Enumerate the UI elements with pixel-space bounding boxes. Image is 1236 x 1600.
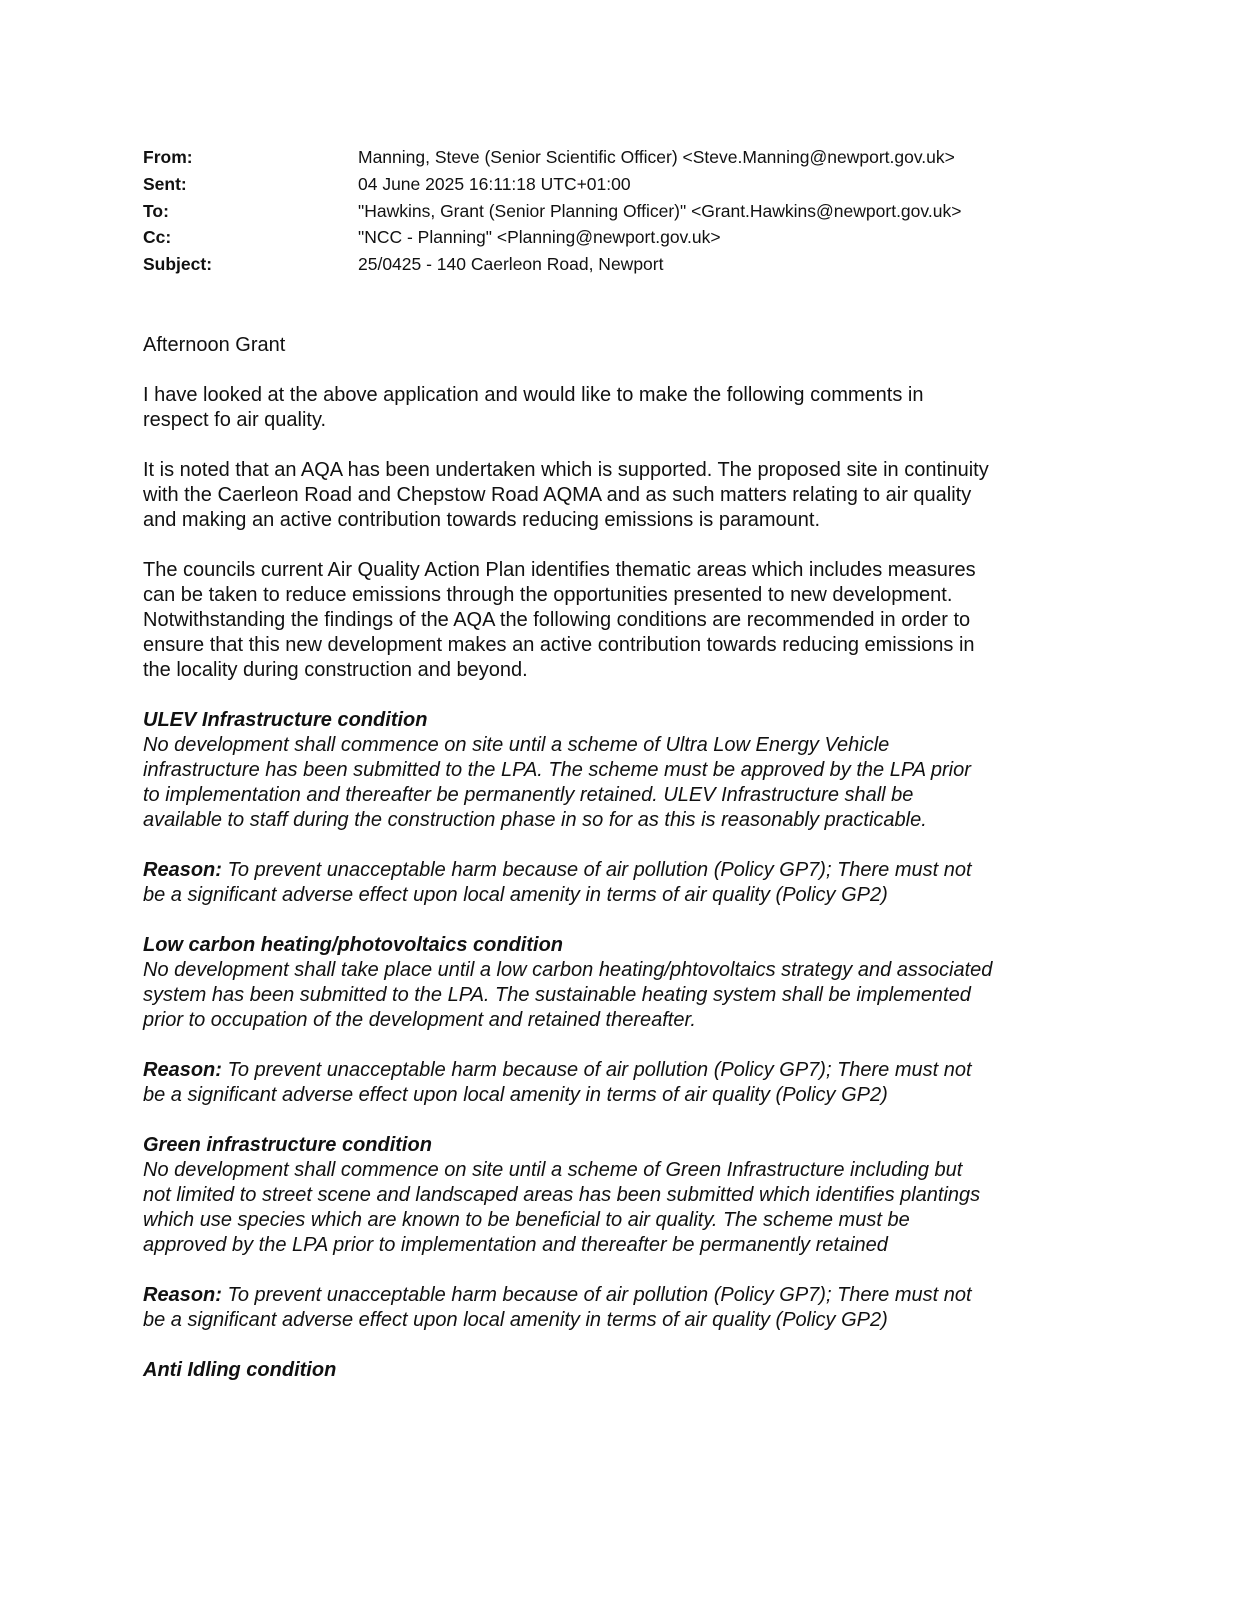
text-line: with the Caerleon Road and Chepstow Road AQMA and as such matters relating to air quality [143, 484, 972, 506]
condition-heading: Low carbon heating/photovoltaics condition [143, 934, 563, 956]
condition-heading: ULEV Infrastructure condition [143, 709, 428, 731]
final-condition [143, 1358, 992, 1383]
text-line: It is noted that an AQA has been undertaken which is supported. The proposed site in continuity [143, 459, 989, 481]
condition-heading: Green infrastructure condition [143, 1134, 432, 1156]
condition-text: which use species which are known to be beneficial to air quality. The scheme must be [143, 1209, 910, 1231]
header-label: Subject: [143, 254, 213, 275]
reason-text: To prevent unacceptable harm because of air pollution (Policy GP7); There must not [221, 859, 972, 881]
email-body [143, 333, 992, 1408]
text-line: respect fo air quality. [143, 409, 327, 431]
header-value: "NCC - Planning" <Planning@newport.gov.uk> [358, 227, 721, 248]
paragraph [143, 383, 992, 433]
text-line: I have looked at the above application and would like to make the following comments in [143, 384, 924, 406]
reason-text: be a significant adverse effect upon local amenity in terms of air quality (Policy GP2) [143, 1309, 888, 1331]
greeting-text: Afternoon Grant [143, 334, 286, 356]
reason-text: be a significant adverse effect upon local amenity in terms of air quality (Policy GP2) [143, 1084, 888, 1106]
condition-text: No development shall take place until a low carbon heating/phtovoltaics strategy and associated [143, 959, 993, 981]
text-line: the locality during construction and beyond. [143, 659, 528, 681]
reason-label: Reason: [143, 1059, 222, 1081]
header-label: Cc: [143, 227, 172, 248]
reason-block [143, 1283, 992, 1333]
text-line: The councils current Air Quality Action Plan identifies thematic areas which includes measures [143, 559, 976, 581]
condition-text: to implementation and thereafter be permanently retained. ULEV Infrastructure shall be [143, 784, 914, 806]
header-value: 04 June 2025 16:11:18 UTC+01:00 [358, 173, 631, 194]
condition-text: system has been submitted to the LPA. The sustainable heating system shall be implemented [143, 984, 971, 1006]
condition-text: approved by the LPA prior to implementation and thereafter be permanently retained [143, 1234, 888, 1256]
header-value: 25/0425 - 140 Caerleon Road, Newport [358, 254, 664, 275]
reason-line [143, 883, 992, 908]
reason-line [143, 1083, 992, 1108]
condition-text: not limited to street scene and landscaped areas has been submitted which identifies plantings [143, 1184, 981, 1206]
reason-text: be a significant adverse effect upon local amenity in terms of air quality (Policy GP2) [143, 884, 888, 906]
reason-block [143, 1058, 992, 1108]
condition-text: available to staff during the construction phase in so for as this is reasonably practicable. [143, 809, 927, 831]
reason-block [143, 858, 992, 908]
paragraph [143, 458, 992, 533]
paragraph [143, 558, 992, 683]
reason-label: Reason: [143, 1284, 222, 1306]
reason-line [143, 1308, 992, 1333]
header-label: Sent: [143, 173, 187, 194]
header-value: "Hawkins, Grant (Senior Planning Officer)" <Grant.Hawkins@newport.gov.uk> [358, 200, 962, 221]
condition-heading: Anti Idling condition [143, 1359, 337, 1381]
text-line: ensure that this new development makes an active contribution towards reducing emissions in [143, 634, 975, 656]
condition-text: prior to occupation of the development and retained thereafter. [143, 1009, 696, 1031]
header-label: To: [143, 200, 169, 221]
reason-line [143, 1058, 992, 1083]
text-line: can be taken to reduce emissions through the opportunities presented to new development. [143, 584, 953, 606]
header-label: From: [143, 147, 193, 167]
condition-block [143, 1133, 992, 1258]
reason-line [143, 858, 992, 883]
reason-label: Reason: [143, 859, 222, 881]
condition-text: infrastructure has been submitted to the LPA. The scheme must be approved by the LPA prior [143, 759, 971, 781]
condition-block [143, 708, 992, 833]
condition-text: No development shall commence on site until a scheme of Green Infrastructure including but [143, 1159, 963, 1181]
reason-line [143, 1283, 992, 1308]
reason-text: To prevent unacceptable harm because of air pollution (Policy GP7); There must not [221, 1284, 972, 1306]
header-value: Manning, Steve (Senior Scientific Officer) <Steve.Manning@newport.gov.uk> [358, 147, 955, 167]
condition-block [143, 933, 992, 1033]
text-line: and making an active contribution towards reducing emissions is paramount. [143, 509, 821, 531]
greeting [143, 333, 992, 358]
reason-text: To prevent unacceptable harm because of air pollution (Policy GP7); There must not [221, 1059, 972, 1081]
text-line: Notwithstanding the findings of the AQA the following conditions are recommended in order to [143, 609, 971, 631]
condition-text: No development shall commence on site until a scheme of Ultra Low Energy Vehicle [143, 734, 890, 756]
